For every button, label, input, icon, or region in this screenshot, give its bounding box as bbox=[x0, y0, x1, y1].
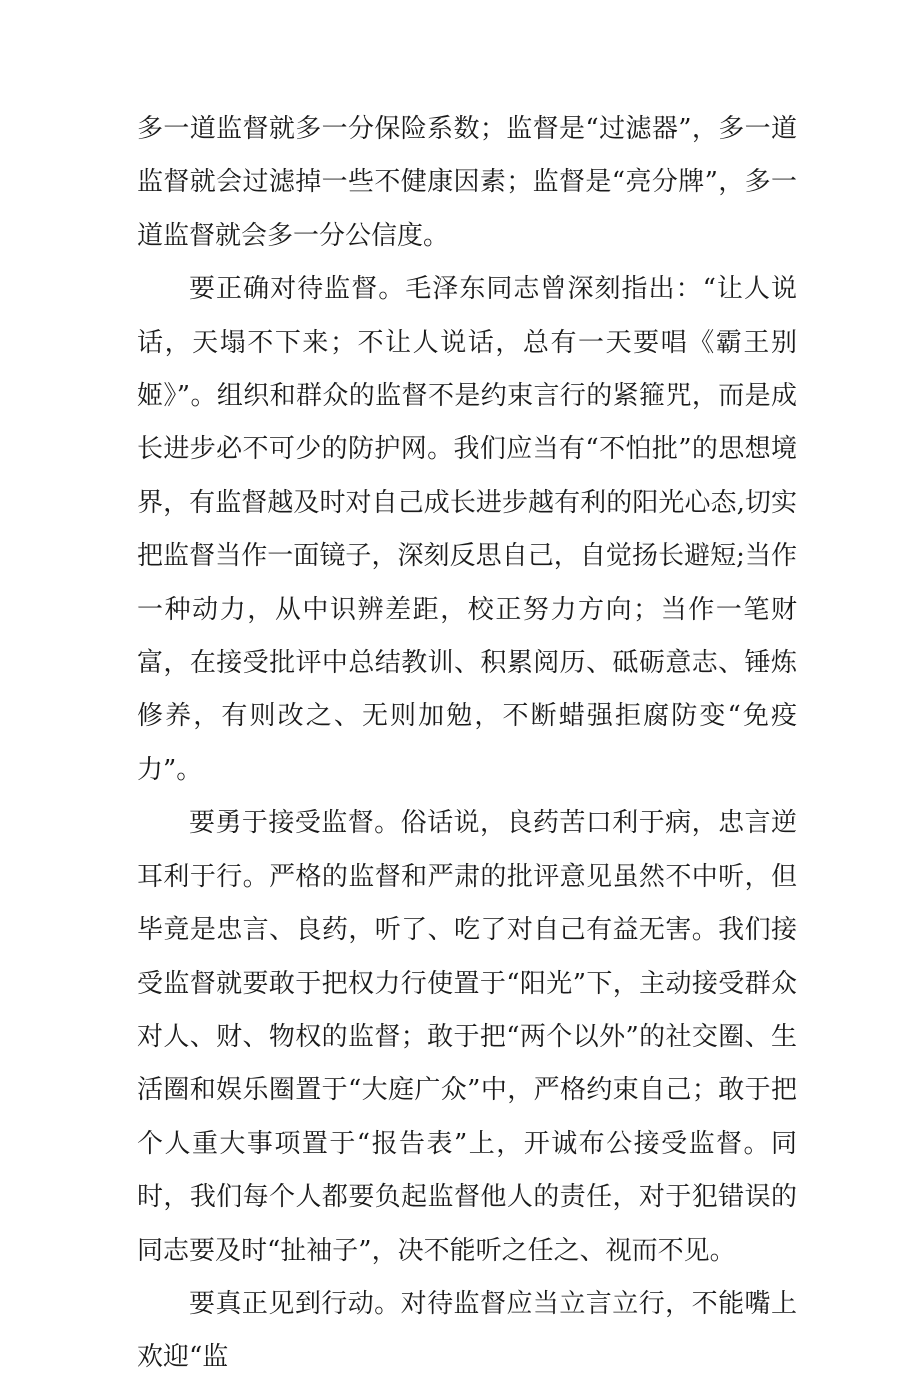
paragraph-take-action: 要真正见到行动。对待监督应当立言立行，不能嘴上欢迎“监 bbox=[137, 1288, 797, 1373]
paragraph-continuation: 多一道监督就多一分保险系数；监督是“过滤器”，多一道监督就会过滤掉一些不健康因素；监督是“亮分牌”，多一道监督就会多一分公信度。 bbox=[137, 114, 797, 251]
paragraph-accept-supervision: 要勇于接受监督。俗话说，良药苦口利于病，忠言逆耳利于行。严格的监督和严肃的批评意见虽然不中听，但毕竟是忠言、良药，听了、吃了对自己有益无害。我们接受监督就要敢于把权力行使置于“阳光”下，主动接受群众对人、财、物权的监督；敢于把“两个以外”的社交圈、生活圈和娱乐圈置于“大庭广众”中，严格约束自己；敢于把个人重大事项置于“报告表”上，开诚布公接受监督。同时，我们每个人都要负起监督他人的责任，对于犯错误的同志要及时“扯袖子”，决不能听之任之、视而不见。 bbox=[137, 808, 797, 1266]
paragraph-treat-supervision: 要正确对待监督。毛泽东同志曾深刻指出：“让人说话，天塌不下来；不让人说话，总有一天要唱《霸王别姬》”。组织和群众的监督不是约束言行的紧箍咒，而是成长进步必不可少的防护网。我们应当有“不怕批”的思想境界，有监督越及时对自己成长进步越有利的阳光心态,切实把监督当作一面镜子，深刻反思自己，自觉扬长避短;当作一种动力，从中识辨差距，校正努力方向；当作一笔财富，在接受批评中总结教训、积累阅历、砥砺意志、锤炼修养，有则改之、无则加勉，不断蜡强拒腐防变“免疫力”。 bbox=[137, 274, 797, 785]
document-body bbox=[137, 103, 797, 1385]
